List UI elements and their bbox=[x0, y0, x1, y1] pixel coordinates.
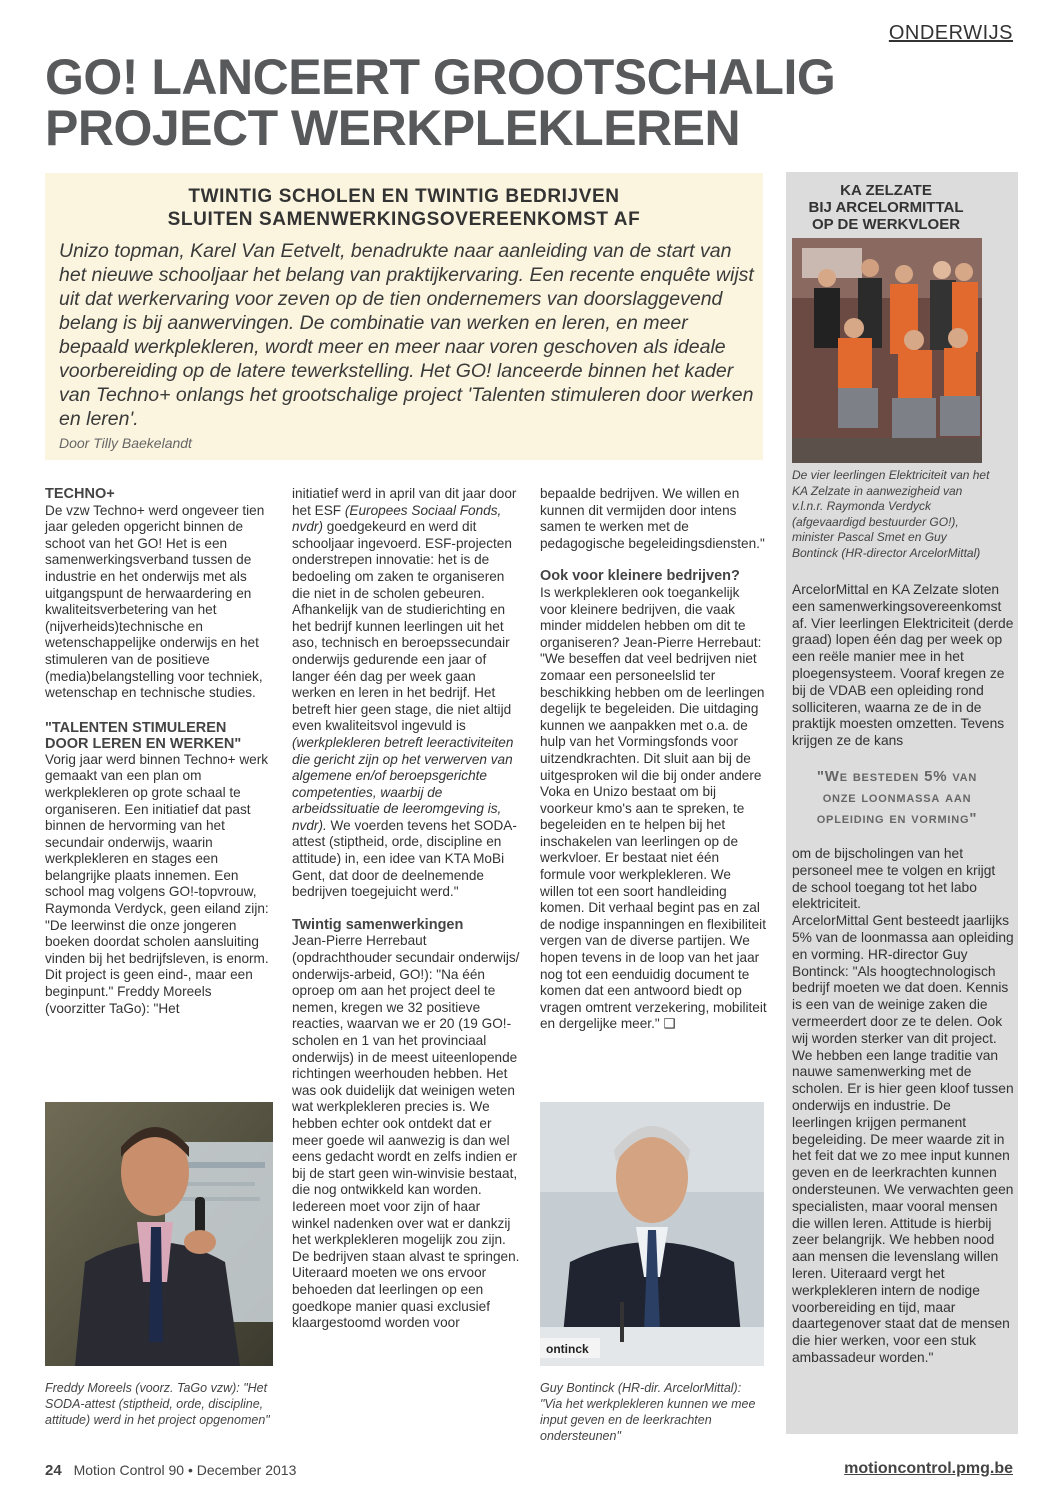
speaker-photo-illustration bbox=[540, 1102, 764, 1366]
end-mark: ❑ bbox=[663, 1016, 676, 1032]
caption-freddy-moreels: Freddy Moreels (voorz. TaGo vzw): "Het SODA-attest (stiptheid, orde, discipline, attitude) werd in het project opgenomen" bbox=[45, 1381, 270, 1427]
paragraph-samenwerkingen: Jean-Pierre Herrebaut (opdrachthouder secundair onderwijs/ onderwijs-arbeid, GO!): "Na één oproep om aan het project deel te nemen, kregen we 32 positieve reacties, waarvan we er 20 (19 GO!-scholen en 1 van het provinciaal onderwijs) in de meest uiteenlopende richtingen weerhouden hebben. Het was ook duidelijk dat weinigen weten wat werkplekleren precies is. We hebben echter ook ontdekt dat er meer goede wil aanwezig is dan wel eens gedacht wordt en zelfs indien er bij de start geen win-winvisie bestaat, die nog ontwikkeld kan worden. Iedereen moet voor zijn of haar winkel nadenken over wat er dankzij het werkplekleren mogelijk zou zijn. De bedrijven staan alvast te springen. Uiteraard moeten we ons ervoor behoeden dat leerlingen op een goedkope manier quasi exclusief klaargestoomd worden voor bbox=[292, 933, 520, 1331]
page-number: 24 bbox=[45, 1462, 62, 1479]
intro-box bbox=[45, 173, 763, 460]
footer-website-link[interactable]: motioncontrol.pmg.be bbox=[844, 1460, 1013, 1477]
esf-text-e: We voerden tevens het SODA-attest (stiptheid, orde, discipline en attitude) in, een idee van KTA MoBi Gent, dat door de deelnemende bedrijven toegejuicht werd." bbox=[292, 817, 517, 900]
paragraph-kleinere-bedrijven bbox=[540, 585, 768, 1033]
sidebar-title-line-1: KA ZELZATE bbox=[840, 182, 932, 199]
footer-issue bbox=[45, 1462, 296, 1479]
esf-text-d: (werkplekleren betreft leeractiviteiten die gericht zijn op het verwerven van algemene en/of beroepsgerichte competenties, waarbij de arbeidssituatie de leeromgeving is, nvdr). bbox=[292, 734, 514, 833]
sidebar-ka-zelzate bbox=[786, 172, 1018, 1434]
paragraph-esf bbox=[292, 486, 520, 901]
photo-freddy-moreels bbox=[45, 1102, 273, 1366]
esf-text-c: goedgekeurd en werd dit schooljaar ingevoerd. ESF-projecten onderstrepen innovatie: het is de bedoeling om zaken te organiseren die niet in de scholen gebeuren. Afhankelijk van de studierichting en het bedrijf kunnen leerlingen uit het aso, technisch en beroepssecundair onderwijs gedurende een jaar of langer één dag per week gaan werken en leren in het bedrijf. Het betreft hier geen stage, die niet altijd even kwaliteitsvol ingevuld is bbox=[292, 519, 512, 734]
pull-quote-line-1: "We besteden 5% van bbox=[816, 768, 978, 785]
heading-kleinere-bedrijven: Ook voor kleinere bedrijven? bbox=[540, 568, 740, 585]
pull-quote-line-2: onze loonmassa aan bbox=[822, 789, 972, 806]
intro-subtitle bbox=[45, 185, 763, 231]
title-line-2: PROJECT WERKPLEKLEREN bbox=[45, 100, 741, 156]
intro-subtitle-line-1: TWINTIG SCHOLEN EN TWINTIG BEDRIJVEN bbox=[188, 186, 620, 207]
pull-quote-line-3: opleiding en vorming" bbox=[816, 810, 978, 827]
title-line-1: GO! LANCEERT GROOTSCHALIG bbox=[45, 49, 836, 105]
nameplate-text: ontinck bbox=[546, 1342, 589, 1356]
kleinere-bedrijven-text: Is werkplekleren ook toegankelijk voor kleinere bedrijven, die vaak minder middelen hebben om dit te organiseren? Jean-Pierre Herrebaut: "We beseffen dat veel bedrijven niet zomaar een personeelslid ter beschikking hebben om de leerlingen degelijk te begeleiden. Die uitdaging kunnen we aanpakken met o.a. de hulp van het Vormingsfonds voor uitzendkrachten. Dit sluit aan bij de uitgesproken wil die bij onder andere Voka en Unizo bestaat om bij voorkeur kmo's aan te spreken, te begeleiden en te helpen bij het inschakelen van leerlingen op de werkvloer. Er bestaat niet één formule voor werkplekleren. We willen tot een soort handleiding komen. Dit verhaal begint pas en zal de nodige inspanningen en flexibiliteit vergen van de diverse partijen. We hopen tevens in de loop van het jaar nog tot een eenduidig document te komen dat een antwoord biedt op vragen omtrent verzekering, mobiliteit en dergelijke meer." bbox=[540, 584, 767, 1032]
sidebar-paragraph-2a: om de bijscholingen van het personeel mee te volgen en krijgt de school toegang tot het labo elektriciteit. bbox=[792, 846, 996, 912]
heading-talenten bbox=[45, 720, 273, 752]
paragraph-techno: De vzw Techno+ werd ongeveer tien jaar geleden opgericht binnen de schoot van het GO! Het is een samenwerkingsverband tussen de industrie en het onderwijs met als uitgangspunt de herwaardering en kwaliteitsverbetering van het (nijverheids)technische en wetenschappelijke onderwijs en het stimuleren van de positieve (media)belangstelling voor techniek, wetenschap en technische studies. bbox=[45, 502, 265, 701]
group-photo-illustration bbox=[792, 238, 982, 463]
speaker-photo-illustration bbox=[45, 1102, 273, 1366]
sidebar-title-line-2: BIJ ARCELORMITTAL bbox=[808, 199, 964, 216]
esf-text-b: (Europees Sociaal Fonds, nvdr) bbox=[292, 502, 502, 535]
column-3 bbox=[540, 486, 768, 1033]
caption-group-photo: De vier leerlingen Elektriciteit van het KA Zelzate in aanwezigheid van v.l.n.r. Raymonda Verdyck (afgevaardigd bestuurder GO!), minister Pascal Smet en Guy Bontinck (HR-director ArcelorMittal) bbox=[792, 468, 990, 560]
heading-talenten-line-1: "TALENTEN STIMULEREN bbox=[45, 719, 227, 736]
column-1 bbox=[45, 486, 273, 1017]
byline: Door Tilly Baekelandt bbox=[59, 435, 192, 451]
paragraph-bedrijven: bepaalde bedrijven. We willen en kunnen dit vermijden door intens samen te werken met de pedagogische begeleidingsdiensten." bbox=[540, 486, 765, 551]
issue-info: Motion Control 90 • December 2013 bbox=[73, 1462, 297, 1478]
sidebar-paragraph-2b: ArcelorMittal Gent besteedt jaarlijks 5% van de loonmassa aan opleiding en vorming. HR-director Guy Bontinck: "Als hoogtechnologisch bedrijf moeten we dat doen. Kennis is een van de weinige zaken die vermeerdert door ze te delen. Ook wij worden sterker van dit project. We hebben een lange traditie van nauwe samenwerking met de scholen. Er is hier geen kloof tussen onderwijs en industrie. De leerlingen krijgen permanent begeleiding. De meer waarde zit in het feit dat we zo mee input kunnen geven en de leerkrachten kunnen ondersteunen. We verwachten geen specialisten, maar vooral mensen die willen leren. Attitude is hierbij zeer belangrijk. We hebben nood aan mensen die levenslang willen leren. Uiteraard vergt het werkplekleren intern de nodige voorbereiding en tijd, maar daartegenover staat dat de mensen die hier werken, voor een stuk ambassadeur worden." bbox=[792, 913, 1014, 1365]
heading-techno: TECHNO+ bbox=[45, 486, 115, 502]
pull-quote bbox=[792, 766, 1002, 829]
heading-talenten-line-2: DOOR LEREN EN WERKEN" bbox=[45, 735, 242, 752]
sidebar-title bbox=[786, 182, 986, 233]
sidebar-paragraph-1: ArcelorMittal en KA Zelzate sloten een samenwerkingsovereenkomst af. Vier leerlingen Elektriciteit (derde graad) lopen één dag per week op een reële manier mee in het ploegensysteem. Vooraf kregen ze bij de VDAB een opleiding rond solliciteren, waarna ze de in de praktijk moesten omzetten. Tevens krijgen ze de kans bbox=[792, 582, 1014, 749]
photo-guy-bontinck bbox=[540, 1102, 764, 1366]
esf-text-a: initiatief werd in april van dit jaar door het ESF bbox=[292, 486, 517, 518]
heading-twintig-samenwerkingen: Twintig samenwerkingen bbox=[292, 916, 464, 933]
paragraph-talenten: Vorig jaar werd binnen Techno+ werk gemaakt van een plan om werkplekleren op grote schaal te organiseren. Een initiatief dat past binnen de hervorming van het secundair onderwijs, waarin werkplekleren en stages een belangrijke plaats innemen. Een school mag volgens GO!-topvrouw, Raymonda Verdyck, geen eiland zijn: "De leerwinst die onze jongeren boeken doordat scholen aansluiting vinden bij het bedrijfsleven, is enorm. Dit project is geen eind-, maar een beginpunt." Freddy Moreels (voorzitter TaGo): "Het bbox=[45, 751, 269, 1016]
section-label: ONDERWIJS bbox=[888, 22, 1013, 44]
sidebar-title-line-3: OP DE WERKVLOER bbox=[811, 216, 961, 233]
intro-subtitle-line-2: SLUITEN SAMENWERKINGSOVEREENKOMST AF bbox=[167, 209, 641, 230]
intro-text: Unizo topman, Karel Van Eetvelt, benadrukte naar aanleiding van de start van het nieuwe schooljaar het belang van praktijkervaring. Een recente enquête wijst uit dat werkervaring voor zeven op de tien ondernemers van doorslaggevend belang is bij aanwervingen. De combinatie van werken en leren, en meer bepaald werkplekleren, wordt meer en meer naar voren geschoven als ideale voorbereiding op de latere tewerkstelling. Het GO! lanceerde binnen het kader van Techno+ onlangs het grootschalige project 'Talenten stimuleren door werken en leren'. bbox=[59, 240, 754, 430]
column-2 bbox=[292, 486, 520, 1332]
sidebar-paragraph-2 bbox=[792, 846, 1014, 1367]
caption-guy-bontinck: Guy Bontinck (HR-dir. ArcelorMittal): "Via het werkplekleren kunnen we mee input geven en de leerkrachten ondersteunen" bbox=[540, 1381, 756, 1443]
article-title bbox=[45, 49, 845, 156]
photo-group-arcelormittal bbox=[792, 238, 982, 463]
